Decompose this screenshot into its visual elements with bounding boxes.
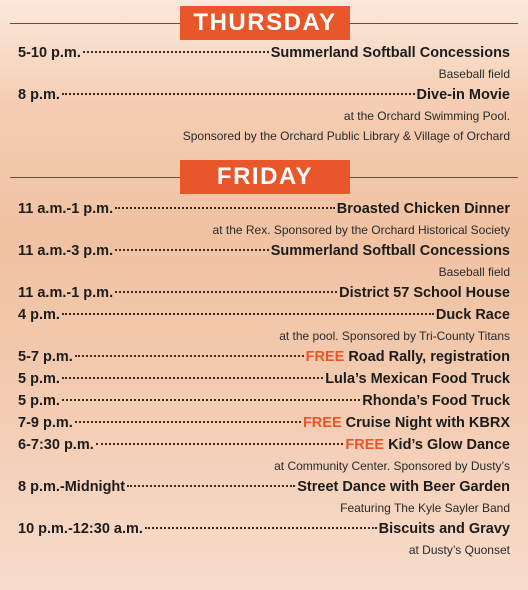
dot-leader: [62, 313, 434, 315]
event-title: [417, 84, 510, 106]
schedule-row: [0, 304, 528, 326]
event-name: Dive-in Movie: [416, 87, 510, 103]
event-title: [337, 198, 510, 220]
event-time: 5-10 p.m.: [18, 45, 81, 61]
event-title: [303, 412, 510, 434]
event-time: 5 p.m.: [18, 393, 60, 409]
event-detail: Featuring The Kyle Sayler Band: [340, 501, 510, 515]
friday-section: [0, 160, 528, 560]
free-tag: FREE: [302, 415, 342, 431]
dot-leader: [75, 355, 304, 357]
event-title: [379, 518, 510, 540]
schedule-row: [0, 368, 528, 390]
event-name: Summerland Softball Concessions: [270, 243, 510, 259]
event-time: 4 p.m.: [18, 307, 60, 323]
event-name: Lula’s Mexican Food Truck: [325, 371, 510, 387]
thursday-header: THURSDAY: [180, 6, 350, 40]
event-title: [306, 346, 510, 368]
dot-leader: [62, 377, 323, 379]
event-time: 8 p.m.-Midnight: [18, 479, 126, 495]
event-detail: at the Orchard Swimming Pool.: [343, 109, 510, 123]
schedule-row: [0, 84, 528, 106]
dot-leader: [62, 399, 360, 401]
event-name: Biscuits and Gravy: [378, 521, 510, 537]
schedule-row: [0, 346, 528, 368]
event-name: Road Rally, registration: [348, 349, 510, 365]
dot-leader: [83, 51, 269, 53]
friday-header-band: [0, 160, 528, 194]
schedule-row: [0, 412, 528, 434]
schedule-row: [0, 434, 528, 456]
event-time: 11 a.m.-1 p.m.: [18, 201, 114, 217]
event-detail: Baseball field: [438, 67, 510, 81]
friday-schedule: [0, 198, 528, 560]
event-title: [436, 304, 510, 326]
dot-leader: [145, 527, 377, 529]
event-title: [325, 368, 510, 390]
event-name: Street Dance with Beer Garden: [297, 479, 510, 495]
schedule-row: [0, 390, 528, 412]
event-time: 11 a.m.-1 p.m.: [18, 285, 114, 301]
event-name: Rhonda’s Food Truck: [362, 393, 510, 409]
event-title: [297, 476, 510, 498]
schedule-row: [0, 198, 528, 220]
event-name: Kid’s Glow Dance: [388, 437, 510, 453]
dot-leader: [115, 249, 269, 251]
dot-leader: [96, 443, 344, 445]
thursday-section: [0, 6, 528, 146]
schedule-row: [0, 476, 528, 498]
schedule-row: [0, 518, 528, 540]
event-name: Cruise Night with KBRX: [345, 415, 510, 431]
event-time: 6-7:30 p.m.: [18, 437, 94, 453]
free-tag: FREE: [345, 437, 385, 453]
schedule-row: [0, 240, 528, 262]
dot-leader: [62, 93, 415, 95]
friday-header: FRIDAY: [180, 160, 350, 194]
event-detail: at the pool. Sponsored by Tri-County Titans: [279, 329, 510, 343]
event-detail: at the Rex. Sponsored by the Orchard Historical Society: [212, 223, 510, 237]
event-title: [271, 240, 510, 262]
free-tag: FREE: [305, 349, 345, 365]
event-name: Summerland Softball Concessions: [270, 45, 510, 61]
thursday-schedule: [0, 42, 528, 146]
thursday-header-band: [0, 6, 528, 40]
event-detail: Baseball field: [438, 265, 510, 279]
event-name: Duck Race: [435, 307, 510, 323]
event-title: [345, 434, 510, 456]
event-detail: at Dusty’s Quonset: [408, 543, 510, 557]
event-title: [362, 390, 510, 412]
event-title: [339, 282, 510, 304]
event-time: 11 a.m.-3 p.m.: [18, 243, 114, 259]
schedule-row: [0, 42, 528, 64]
event-time: 5-7 p.m.: [18, 349, 73, 365]
dot-leader: [75, 421, 301, 423]
event-detail: Sponsored by the Orchard Public Library & Village of Orchard: [182, 129, 510, 143]
event-time: 5 p.m.: [18, 371, 60, 387]
dot-leader: [115, 291, 337, 293]
event-detail: at Community Center. Sponsored by Dusty’s: [274, 459, 510, 473]
event-name: Broasted Chicken Dinner: [336, 201, 510, 217]
dot-leader: [115, 207, 335, 209]
event-name: District 57 School House: [339, 285, 510, 301]
event-time: 7-9 p.m.: [18, 415, 73, 431]
event-title: [271, 42, 510, 64]
event-time: 8 p.m.: [18, 87, 60, 103]
event-time: 10 p.m.-12:30 a.m.: [18, 521, 143, 537]
dot-leader: [127, 485, 295, 487]
schedule-row: [0, 282, 528, 304]
